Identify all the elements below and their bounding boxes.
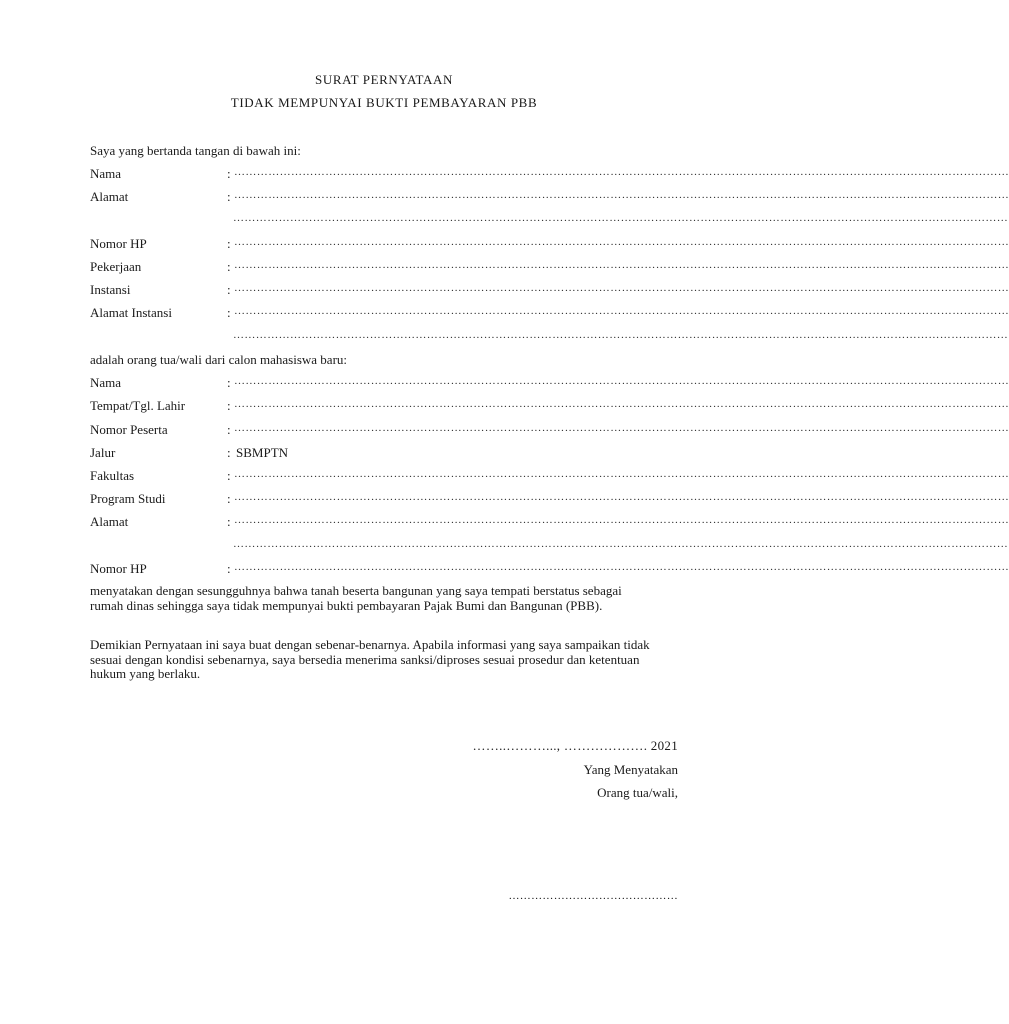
- field-label: Alamat Instansi: [90, 305, 172, 320]
- fill-in-dots: ……………………………………………………………………………………………………………………………………………………………………………………: [234, 166, 1009, 178]
- student-faculty-field[interactable]: [90, 468, 1009, 486]
- parent-phone-field[interactable]: [90, 236, 1009, 254]
- field-separator: :: [227, 445, 231, 460]
- field-label: Instansi: [90, 282, 131, 297]
- parent-address-field[interactable]: [90, 189, 1009, 207]
- fill-in-dots: ……………………………………………………………………………………………………………………………………………………………………………………: [234, 491, 1009, 503]
- document-title: SURAT PERNYATAAN: [315, 72, 453, 87]
- fill-in-dots: ……………………………………………………………………………………………………………………………………………………………………………………: [234, 282, 1009, 294]
- field-separator: :: [227, 236, 231, 251]
- fill-in-dots: ……………………………………………………………………………………………………………………………………………………………………………………: [234, 236, 1009, 248]
- student-name-field[interactable]: [90, 375, 1009, 393]
- parent-occupation-field[interactable]: [90, 259, 1009, 277]
- field-separator: :: [227, 166, 231, 181]
- intro-student-text: adalah orang tua/wali dari calon mahasiswa baru:: [90, 352, 348, 367]
- fill-in-dots: ……………………………………………………………………………………………………………………………………………………………………………………: [234, 468, 1009, 480]
- field-separator: :: [227, 305, 231, 320]
- fill-in-dots: ……………………………………………………………………………………………………………………………………………………………………………………: [234, 398, 1009, 410]
- statement-paragraph: menyatakan dengan sesungguhnya bahwa tanah beserta bangunan yang saya tempati berstatus sebagai rumah dinas sehingga saya tidak mempunyai bukti pembayaran Pajak Bumi dan Bangunan (PBB).: [90, 583, 622, 613]
- field-value: SBMPTN: [236, 445, 289, 460]
- field-label: Alamat: [90, 514, 129, 529]
- fill-in-dots: ……………………………………………………………………………………………………………………………………………………………………………………: [234, 259, 1009, 271]
- fill-in-dots: ……………………………………………………………………………………………………………………………………………………………………………………: [234, 375, 1009, 387]
- signature-relationship-label: Orang tua/wali,: [597, 785, 678, 800]
- fill-in-dots: ……………………………………………………………………………………………………………………………………………………………………………………: [234, 514, 1009, 526]
- field-separator: :: [227, 422, 231, 437]
- student-admission-path-field: [90, 445, 650, 463]
- field-separator: :: [227, 259, 231, 274]
- student-study-program-field[interactable]: [90, 491, 1009, 509]
- student-participant-number-field[interactable]: [90, 422, 1009, 440]
- fill-in-dots: ……………………………………………………………………………………………………………………………………………………………………………………: [234, 422, 1009, 434]
- institution-address-continuation-dots[interactable]: ……………………………………………………………………………………………………………………………………………………………………………………: [233, 329, 1009, 341]
- field-label: Nomor HP: [90, 236, 147, 251]
- field-separator: :: [227, 282, 231, 297]
- field-label: Nomor HP: [90, 561, 147, 576]
- field-separator: :: [227, 468, 231, 483]
- student-address-continuation-dots[interactable]: ……………………………………………………………………………………………………………………………………………………………………………………: [233, 538, 1009, 550]
- field-separator: :: [227, 189, 231, 204]
- field-separator: :: [227, 514, 231, 529]
- intro-parent-text: Saya yang bertanda tangan di bawah ini:: [90, 143, 301, 158]
- field-label: Program Studi: [90, 491, 166, 506]
- fill-in-dots: ……………………………………………………………………………………………………………………………………………………………………………………: [234, 561, 1009, 573]
- student-phone-field[interactable]: [90, 561, 1009, 579]
- field-label: Nomor Peserta: [90, 422, 168, 437]
- student-address-field[interactable]: [90, 514, 1009, 532]
- parent-address-continuation-dots[interactable]: ……………………………………………………………………………………………………………………………………………………………………………………: [233, 212, 1009, 224]
- field-label: Nama: [90, 375, 122, 390]
- document-subtitle: TIDAK MEMPUNYAI BUKTI PEMBAYARAN PBB: [230, 95, 538, 110]
- parent-institution-address-field[interactable]: [90, 305, 1009, 323]
- signature-role-label: Yang Menyatakan: [583, 762, 678, 777]
- fill-in-dots: ……………………………………………………………………………………………………………………………………………………………………………………: [234, 189, 1009, 201]
- fill-in-dots: ……………………………………………………………………………………………………………………………………………………………………………………: [234, 305, 1009, 317]
- field-label: Fakultas: [90, 468, 135, 483]
- signature-name-line[interactable]: ………………………………………: [508, 890, 678, 902]
- signature-date-line[interactable]: ……..………..., ………………. 2021: [472, 738, 678, 753]
- field-separator: :: [227, 375, 231, 390]
- field-label: Nama: [90, 166, 122, 181]
- field-separator: :: [227, 491, 231, 506]
- field-label: Jalur: [90, 445, 116, 460]
- field-label: Tempat/Tgl. Lahir: [90, 398, 186, 413]
- field-label: Pekerjaan: [90, 259, 142, 274]
- field-separator: :: [227, 398, 231, 413]
- student-birth-field[interactable]: [90, 398, 1009, 416]
- parent-name-field[interactable]: [90, 166, 1009, 184]
- closing-paragraph: Demikian Pernyataan ini saya buat dengan sebenar-benarnya. Apabila informasi yang saya sampaikan tidak sesuai dengan kondisi sebenarnya, saya bersedia menerima sanksi/diproses sesuai prosedur dan ketentuan hukum yang berlaku.: [90, 637, 650, 681]
- field-separator: :: [227, 561, 231, 576]
- parent-institution-field[interactable]: [90, 282, 1009, 300]
- field-label: Alamat: [90, 189, 129, 204]
